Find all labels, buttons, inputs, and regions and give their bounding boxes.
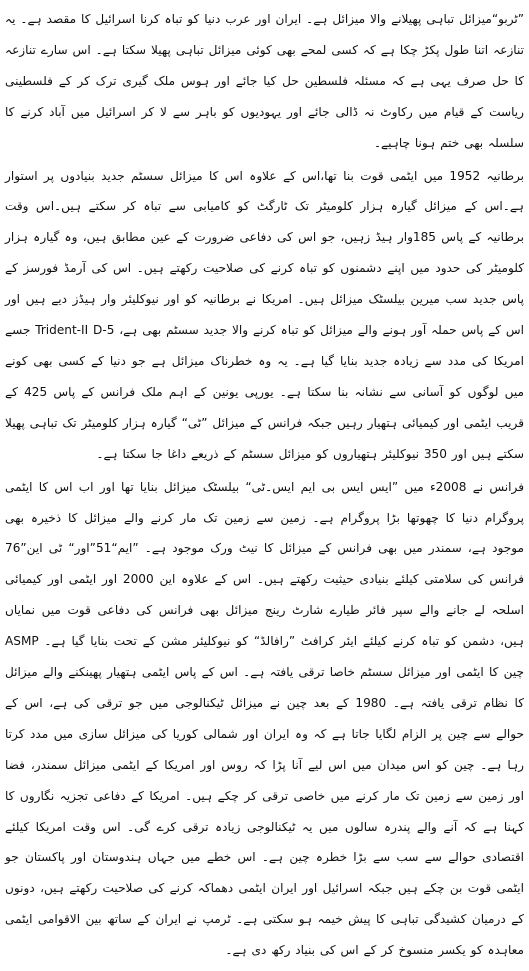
article-paragraph-3: فرانس نے 2008ء میں ”ایس ایس بی ایم ایس۔ٹی“ بیلسٹک میزائل بنایا تھا اور اب اس کا ایٹمی پروگرام دنیا کا چھوتھا بڑا پروگرام ہے۔ زمین سے زمین تک مار کرنے والے میزائل کا ذخیرہ بھی موجود ہے، سمندر میں بھی فرانس کے میزائل کا نیٹ ورک موجود ہے۔ ”ایم“51”اور“ ٹی این”76 فرانس کی سلامتی کیلئے بنیادی حیثیت رکھتے ہیں۔ اس کے علاوہ این 2000 اور ایٹمی اور کیمیائی اسلحہ لے جانے والے سپر فائر طیارے شارٹ رینج میزائل بھی فرانس کی دفاعی قوت میں نمایاں ہیں، دشمن کو تباہ کرنے کیلئے ایئر کرافٹ ”رافالڈ“ کو نیوکلیئر مشن کے تحت بنایا گیا ہے۔ ASMP چین کا ایٹمی اور میزائل سسٹم خاصا ترقی یافتہ ہے۔ اس کے پاس ایٹمی ہتھیار پھینکنے والے میزائل کا نظام ترقی یافتہ ہے۔ 1980 کے بعد چین نے میزائل ٹیکنالوجی میں جو ترقی کی ہے، اس کے حوالے سے چین پر الزام لگایا جاتا ہے کہ وہ ایران اور شمالی کوریا کی میزائل سازی میں مدد کرتا رہا ہے۔ چین کو اس میدان میں اس لیے آنا پڑا کہ روس اور امریکا کے ایٹمی میزائل سمندر، فضا اور زمین سے زمین تک مار کرنے میں خاصی ترقی کر چکے ہیں۔ امریکا کے دفاعی تجزیہ نگاروں کا کہنا ہے کہ آنے والے پندرہ سالوں میں یہ ٹیکنالوجی زیادہ ترقی کرے گی۔ اس وقت امریکا کیلئے اقتصادی حوالے سے سب سے بڑا خطرہ چین ہے۔ اس خطے میں جہاں ہندوستان اور پاکستان جو ایٹمی قوت بن چکے ہیں جبکہ اسرائیل اور ایران ایٹمی دھماکہ کرنے کی صلاحیت رکھتے ہیں، دونوں کے درمیان کشیدگی تباہی کا پیش خیمہ ہو سکتی ہے۔ ٹرمپ نے ایران کے ساتھ بین الاقوامی ایٹمی معاہدہ کو یکسر منسوخ کر کے اس کی بنیاد رکھ دی ہے۔ bbox=[5, 479, 524, 958]
article-paragraph-2: برطانیہ 1952 میں ایٹمی قوت بنا تھا،اس کے علاوہ اس کا میزائل سسٹم جدید بنیادوں پر استوار ہے۔اس کے میزائل گیارہ ہزار کلومیٹر تک ٹارگٹ کو کامیابی سے تباہ کر سکتے ہیں۔اس وقت برطانیہ کے پاس 185وار ہیڈ زہیں، جو اس کی دفاعی ضرورت کے عین مطابق ہیں، وہ گیارہ ہزار کلومیٹر کی حدود میں اپنے دشمنوں کو تباہ کرنے کی صلاحیت رکھتے ہیں۔ اس کی آرمڈ فورسز کے پاس جدید سب میرین بیلسٹک میزائل ہیں۔ امریکا نے برطانیہ کو اور نیوکلیئر وار ہیڈز دیے ہیں اور اس کے پاس حملہ آور ہونے والے میزائل کو تباہ کرنے والا جدید سسٹم بھی ہے، Trident-II D-5 جسے امریکا کی مدد سے زیادہ جدید بنایا گیا ہے۔ یہ وہ خطرناک میزائل ہے جو دنیا کے کسی بھی کونے میں لوگوں کو آسانی سے نشانہ بنا سکتا ہے۔ یورپی یونین کے اہم ملک فرانس کے پاس 425 کے قریب ایٹمی اور کیمیائی ہتھیار رہیں جبکہ فرانس کے میزائل ”ٹی“ گیارہ ہزار کلومیٹر تک تباہی پھیلا سکتے ہیں اور 350 نیوکلیئر ہتھیاروں کو میزائل سسٹم کے ذریعے داغا جا سکتا ہے۔ bbox=[5, 168, 524, 461]
article-paragraph-1: ”ٹربو“میزائل تباہی پھیلانے والا میزائل ہے۔ ایران اور عرب دنیا کو تباہ کرنا اسرائیل کا مقصد ہے۔ یہ تنازعہ اتنا طول پکڑ چکا ہے کہ کسی لمحے بھی کوئی میزائل تباہی پھیلا سکتا ہے۔ اس سارے تنازعہ کا حل صرف یہی ہے کہ مسئلہ فلسطین حل کیا جائے اور ہوس ملک گیری ترک کر کے فلسطینی ریاست کے قیام میں رکاوٹ نہ ڈالی جائے اور یہودیوں کو باہر سے لا کر اسرائیل میں آباد کرنے کا سلسلہ بھی ختم ہونا چاہیے۔ bbox=[5, 12, 524, 150]
